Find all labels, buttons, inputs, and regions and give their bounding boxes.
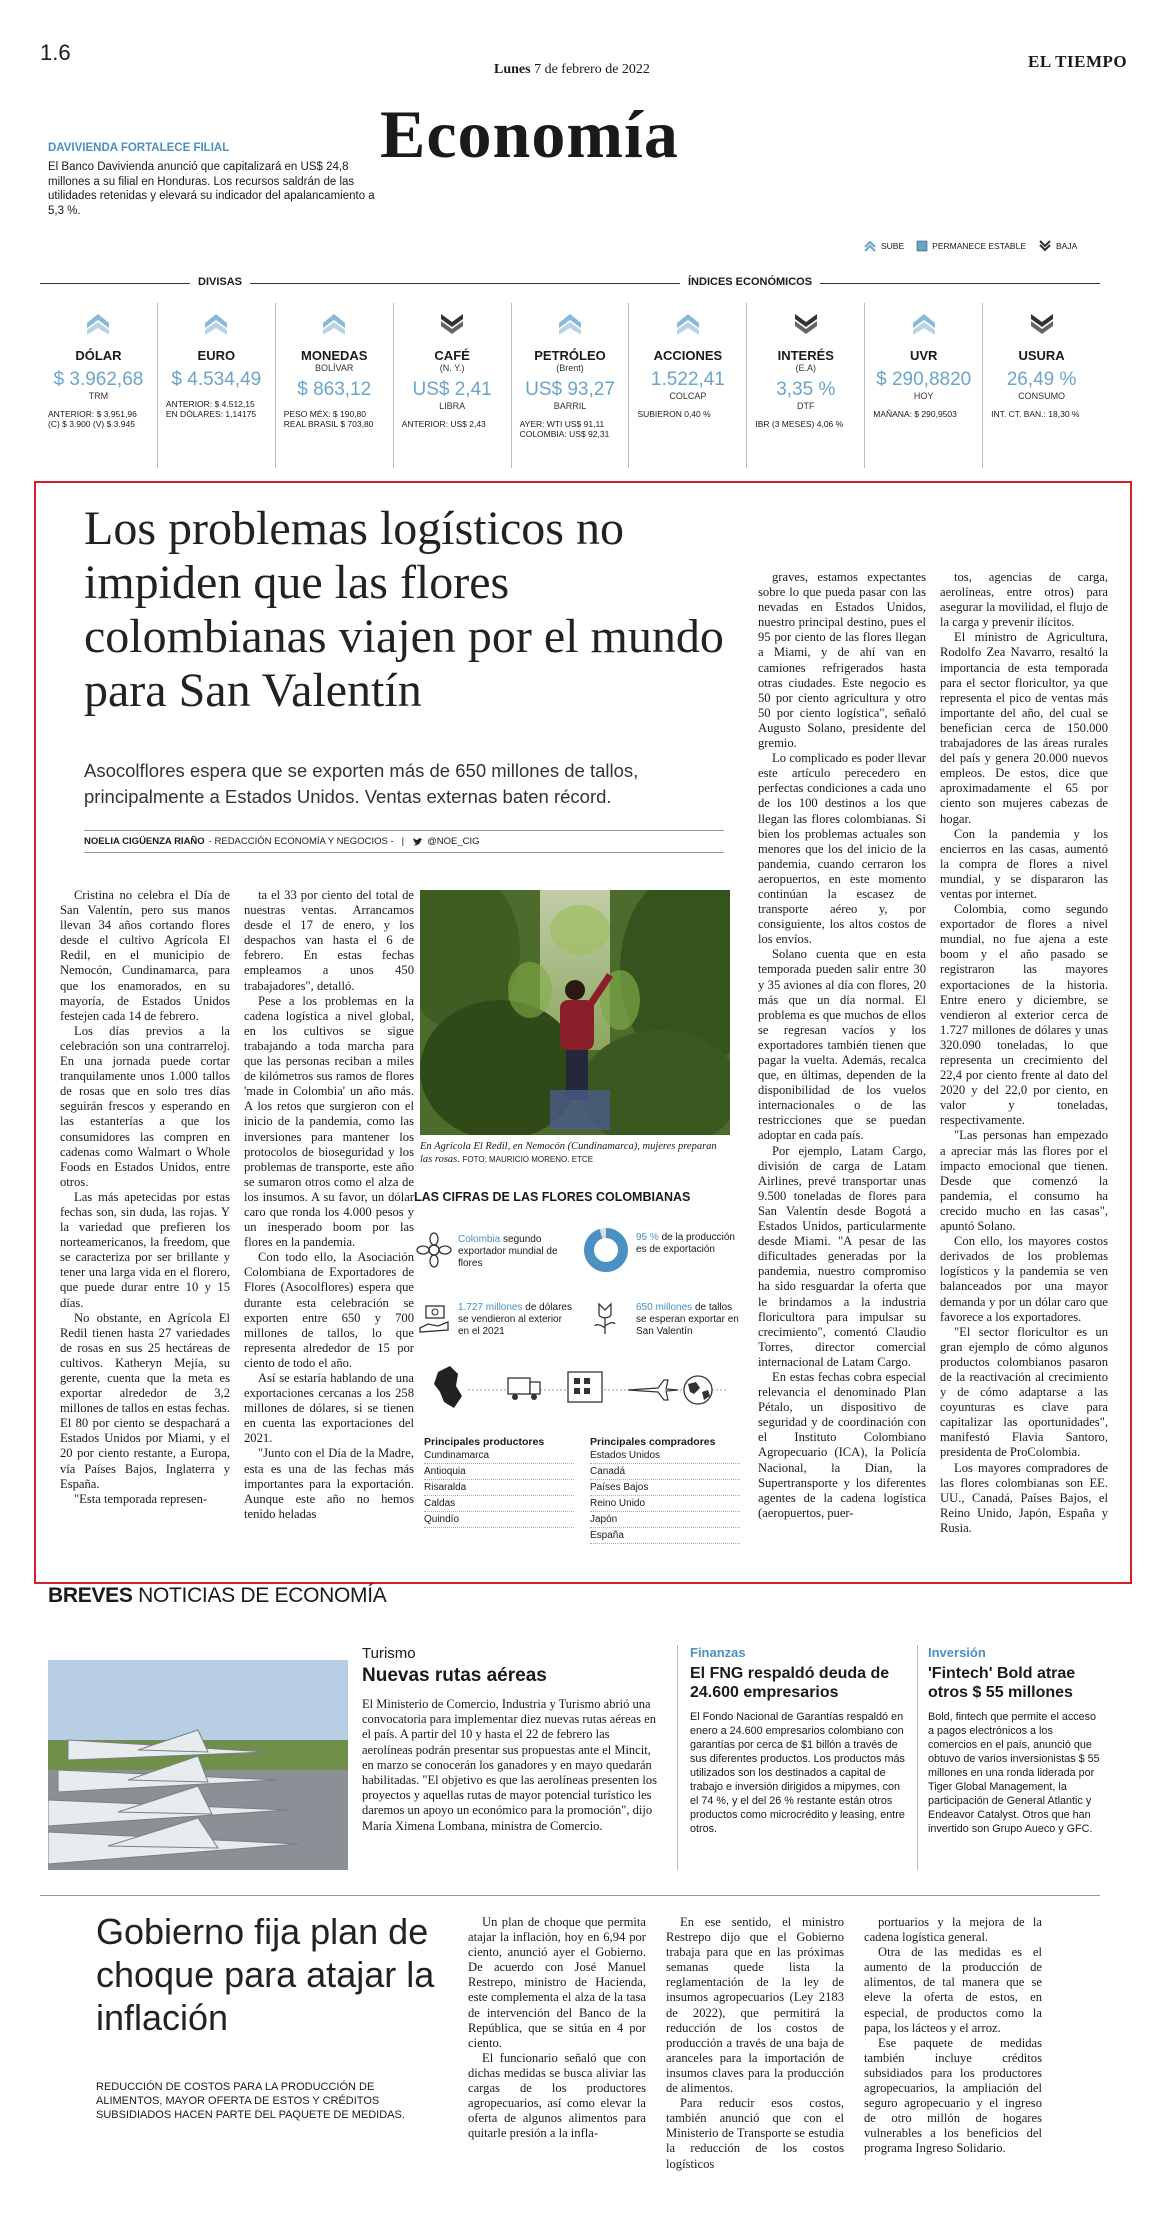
indicator-note-1: ANTERIOR: $ 4.512,15 [165, 399, 255, 409]
legend-baja-label: BAJA [1056, 241, 1078, 251]
factory-icon [568, 1372, 602, 1402]
main-column-2 [244, 888, 414, 1522]
indicator-café [394, 303, 512, 468]
finanzas-kicker: Finanzas [690, 1645, 746, 1660]
indices-header: ÍNDICES ECONÓMICOS [680, 276, 820, 288]
trend-up-icon [557, 311, 583, 335]
indicator-name: CAFÉ [434, 348, 470, 363]
indicator-note-1: INT. CT. BAN.: 18,30 % [991, 409, 1080, 419]
paragraph: El ministro de Agricultura, Rodolfo Zea Navarro, resaltó la importancia de esta temporada para el sector floricultor, ya que representa el pico de ventas más importante del año, del cual se benefician cerca de 150.000 trabajadores de las áreas rurales del país y genera 20.000 nuevos empleos. De estos, dice que aproximadamente el 65 por ciento son mujeres cabezas de hogar. [940, 630, 1108, 826]
paragraph: Lo complicado es poder llevar este artículo perecedero en perfectas condiciones a cada uno de los 100 destinos a los que llegan las flores colombianas. Si bien los problemas actuales son menores que los del inicio de la pandemia, cuando cerraron los aeropuertos, en este momento continúan la escasez de transporte aéreo y, por consiguiente, los altos costos de los envíos. [758, 751, 926, 947]
photo-credit: FOTO: MAURICIO MORENO. ETCE [462, 1155, 594, 1164]
indicator-unit: HOY [913, 391, 934, 401]
list-item: Cundinamarca [424, 1448, 574, 1464]
list-item: Países Bajos [590, 1480, 740, 1496]
paragraph: Pese a los problemas en la cadena logística a nivel global, en los cultivos se sigue trabajando a toda marcha para que las personas reciban a miles de kilómetros sus ramos de flores 'made in Colombia' un año más. A los retos que surgieron con el inicio de la pandemia, como las inversiones para mantener los protocolos de bioseguridad y los problemas de transporte, este año se sumaron otros como el alza de los insumos. A su favor, un dólar caro que ronda los 4.000 pesos y un inesperado boom por las flores en la pandemia. [244, 993, 414, 1250]
stat3-text: de dólares se vendieron al exterior en el 2021 [458, 1302, 572, 1337]
indicator-sub: (Brent) [556, 363, 584, 373]
date-day: Lunes [494, 62, 531, 77]
finanzas-body: El Fondo Nacional de Garantías respaldó en enero a 24.600 empresarios colombiano con garantías por cerca de $1 billón a través de sus diferentes productos. Los productos más utilizados son los destinados a capital de trabajo e inversión dirigidos a mipymes, con el 74 %, y el del 26 % restante están otros productos como microcrédito y leasing, entre otros. [690, 1711, 905, 1835]
trend-legend [863, 240, 1077, 252]
paragraph: El funcionario señaló que con dichas medidas se busca aliviar las cargas de los productores agropecuarios, así como elevar la oferta de algunos alimentos para quitarle presión a la infla- [468, 2050, 646, 2141]
inversion-body: Bold, fintech que permite el acceso a pagos electrónicos a los comercios en el país, anunció que obtuvo de varios inversionistas $ 55 millones en una ronda liderada por Tiger Global Management, la participación de General Atlantic y Endeavor Catalyst. Otros que han invertido son Grupo Aueco y GFC. [928, 1711, 1100, 1835]
indicator-note-1: IBR (3 MESES) 4,06 % [755, 419, 844, 429]
list-item: Japón [590, 1512, 740, 1528]
twitter-bird-icon [412, 837, 423, 847]
main-column-1 [60, 888, 230, 1507]
indicator-value: 1.522,41 [650, 369, 725, 390]
buyers-title: Principales compradores [590, 1436, 716, 1448]
indicator-note-2: EN DÓLARES: 1,14175 [165, 409, 257, 419]
indicator-unit: DTF [797, 401, 815, 411]
indicator-note-1: PESO MÉX: $ 190,80 [283, 409, 366, 419]
indicator-name: ACCIONES [653, 348, 723, 363]
buyers-items [590, 1448, 740, 1544]
legend-sube-label: SUBE [881, 241, 905, 251]
indicator-note-2: REAL BRASIL $ 703,80 [283, 419, 374, 429]
trend-down-icon [793, 311, 819, 335]
up-arrow-icon [863, 240, 877, 252]
indicator-interés [747, 303, 865, 468]
trend-up-icon [85, 311, 111, 335]
legend-estable [916, 240, 1026, 252]
page-number: 1.6 [40, 40, 71, 65]
supply-chain-icons [428, 1362, 728, 1418]
main-column-5 [940, 570, 1108, 1536]
paragraph: Con todo ello, la Asociación Colombiana de Exportadores de Flores (Asocolflores) espera que durante esta celebración se exporten entre 650 y 700 millones de tallos, lo que representa alrededor de 15 por ciento de todo el año. [244, 1250, 414, 1370]
indicator-note [747, 419, 864, 429]
donut-95-icon [582, 1226, 630, 1274]
indicator-note [983, 409, 1100, 419]
inflation-summary: REDUCCIÓN DE COSTOS PARA LA PRODUCCIÓN DE ALIMENTOS, MAYOR OFERTA DE ESTOS Y CRÉDITOS SUBSIDIADOS HACEN PARTE DEL PAQUETE DE MEDIDAS. [96, 2081, 405, 2121]
stat1-strong: Colombia [458, 1234, 501, 1245]
breves-strong: BREVES [48, 1584, 133, 1607]
indicator-note-1: ANTERIOR: $ 3.951,96 [48, 409, 137, 419]
indicator-acciones [629, 303, 747, 468]
section-title: Economía [380, 96, 679, 172]
indicator-note [40, 409, 157, 429]
airplanes-photo [48, 1660, 348, 1870]
inflation-column-2 [666, 1915, 844, 2172]
indicator-note-1: AYER: WTI US$ 91,11 [519, 419, 605, 429]
indicator-note [512, 419, 629, 439]
paragraph: Con ello, los mayores costos derivados de los problemas logísticos y la pandemia se ven balanceados por una mayor demanda y por un dólar caro que favorece a los exportadores. [940, 1234, 1108, 1324]
trend-up-icon [911, 311, 937, 335]
indicator-name: INTERÉS [777, 348, 834, 363]
paragraph: ta el 33 por ciento del total de nuestras ventas. Arrancamos desde el 17 de enero, y los despachos van hasta el 6 de febrero. En estas fechas empleamos a unos 450 trabajadores", detalló. [244, 888, 414, 993]
inflation-rule [40, 1895, 1100, 1896]
byline-desk: - REDACCIÓN ECONOMÍA Y NEGOCIOS - [208, 836, 394, 847]
legend-estable-label: PERMANECE ESTABLE [932, 241, 1026, 251]
stat2-strong: 95 % [636, 1232, 659, 1243]
paragraph: "Esta temporada represen- [74, 1491, 208, 1506]
indicator-value: 26,49 % [1006, 369, 1077, 390]
page-date [494, 62, 650, 78]
main-deck: Asocolflores espera que se exporten más de 650 millones de tallos, principalmente a Estados Unidos. Ventas externas baten récord. [84, 760, 639, 807]
list-item: Risaralda [424, 1480, 574, 1496]
trend-up-icon [321, 311, 347, 335]
date-rest: 7 de febrero de 2022 [534, 62, 650, 77]
indicator-name: MONEDAS [301, 348, 368, 363]
indicator-value: US$ 93,27 [525, 379, 615, 400]
stat4-text: de tallos se esperan exportar en San Valentín [636, 1302, 739, 1337]
turismo-kicker: Turismo [362, 1645, 416, 1662]
inflation-headline: Gobierno fija plan de choque para atajar la inflación [96, 1911, 435, 2038]
indicator-sub: (N. Y.) [439, 363, 465, 373]
colombia-map-icon [434, 1366, 462, 1408]
indicator-note [394, 419, 511, 429]
indicator-unit: CONSUMO [1018, 391, 1066, 401]
flowers-infographic [414, 1190, 744, 1580]
stat1-text: segundo exportador mundial de flores [458, 1234, 558, 1269]
stat2-text: de la producción es de exportación [636, 1232, 735, 1255]
indicator-dólar [40, 303, 158, 468]
indicators-row [40, 303, 1100, 468]
money-hand-icon [418, 1302, 452, 1336]
indicator-note [865, 409, 982, 419]
legend-sube [863, 240, 904, 252]
paragraph: Ese paquete de medidas también incluye créditos subsidiados para los productores agropecuarios, la ampliación del seguro agropecuario y el ingreso de otro millón de hogares vulnerables a los beneficios del programa Ingreso Solidario. [864, 2035, 1042, 2156]
paragraph: Un plan de choque que permita atajar la inflación, hoy en 6,94 por ciento, anunció ayer el Gobierno. De acuerdo con José Manuel Restrepo, ministro de Hacienda, este complementa el alza de la tasa de intervención del Banco de la República, que se sitúa en 4 por ciento. [468, 1915, 646, 2050]
trend-down-icon [439, 311, 465, 335]
paragraph: Con la pandemia y los encierros en las casas, aumentó la compra de flores a nivel mundial, y se dispararon las ventas por internet. [940, 826, 1108, 901]
indicator-value: 3,35 % [776, 379, 836, 400]
indicator-note [158, 399, 275, 419]
byline-author: NOELIA CIGÜENZA RIAÑO [84, 836, 205, 847]
paragraph: portuarios y la mejora de la cadena logística general. [864, 1915, 1042, 1945]
paragraph: tos, agencias de carga, aerolíneas, entre otros) para asegurar la movilidad, el flujo de la carga y prevenir ilícitos. [940, 570, 1108, 630]
indicator-note-1: ANTERIOR: US$ 2,43 [401, 419, 486, 429]
paragraph: Por ejemplo, Latam Cargo, división de carga de Latam Airlines, prevé transportar unas 9.500 toneladas de flores para San Valentín desde Bogotá a Estados Unidos, particularmente desde Miami. "A pesar de las dificultades generadas por la pandemia, nuestro compromiso ha sido resguardar la oferta que le brindamos a la industria floricultora para impulsar su crecimiento", comentó Claudio Torres, director comercial internacional de Latam Cargo. [758, 1143, 926, 1369]
stat4-strong: 650 millones [636, 1302, 693, 1313]
list-item: Canadá [590, 1464, 740, 1480]
main-column-4 [758, 570, 926, 1521]
indicator-note-1: MAÑANA: $ 290,9503 [873, 409, 957, 419]
globe-icon [684, 1376, 712, 1404]
paragraph: "Las personas han empezado a apreciar más las flores por el impacto emocional que tienen. Desde que comenzó la pandemia, el consumo ha crecido mucho en las casas", apuntó Solano. [940, 1128, 1108, 1234]
indicator-note-2: COLOMBIA: US$ 92,31 [519, 429, 610, 439]
byline-rule-bottom [84, 852, 724, 853]
breve-finanzas [690, 1645, 910, 1836]
list-item: Estados Unidos [590, 1448, 740, 1464]
square-stable-icon [916, 240, 928, 252]
airplanes-image [48, 1660, 348, 1870]
davivienda-brief [48, 142, 378, 218]
stat-colombia [458, 1234, 568, 1270]
trend-up-icon [203, 311, 229, 335]
indicator-uvr [865, 303, 983, 468]
byline-rule-top [84, 830, 724, 831]
breves-divider-1 [677, 1645, 678, 1870]
indicator-name: UVR [909, 348, 938, 363]
indicator-petróleo [512, 303, 630, 468]
indicator-unit: BARRIL [553, 401, 587, 411]
byline-handle: @NOE_CIG [427, 836, 480, 847]
inversion-kicker: Inversión [928, 1645, 986, 1660]
list-item: Quindío [424, 1512, 574, 1528]
davivienda-body: El Banco Davivienda anunció que capitalizará en US$ 24,8 millones a su filial en Honduras. Los recursos saldrán de las utilidades retenidas y elevará su indicador del apalancamiento a 5,3 %. [48, 161, 375, 217]
paragraph: Cristina no celebra el Día de San Valentín, pero sus manos llevan 34 años cortando flores desde el cultivo Agrícola El Redil, en el municipio de Nemocón, Cundinamarca, para que los enamorados, en su mayoría, de Estados Unidos festejen cada 14 de febrero. [60, 888, 230, 1023]
paragraph: graves, estamos expectantes sobre lo que pueda pasar con las nevadas en Estados Unidos, nuestro principal destino, pues el 95 por ciento de las flores llegan a Miami, y de ahí van en camiones refrigerados hasta otras ciudades. Este negocio es 50 por ciento agricultura y otro 50 por ciento logística", señaló Augusto Solano, presidente del gremio. [758, 570, 926, 751]
paragraph: En ese sentido, el ministro Restrepo dijo que el Gobierno trabaja para que en las próximas semanas quede lista la reglamentación de la ley de insumos agropecuarios (Ley 2183 de 2022), que permitirá la reducción de los costos de producción a través de una baja de aranceles para la importación de insumos claves para la producción de alimentos. [666, 1915, 844, 2096]
inflation-column-3 [864, 1915, 1042, 2157]
breve-inversion [928, 1645, 1100, 1836]
paragraph: "El sector floricultor es un gran ejemplo de cómo algunos productos colombianos pasaron de la reactivación al crecimiento y de cómo adaptarse a las coyunturas es clave para capitalizar las oportunidades", manifestó Flavia Santoro, presidenta de ProColombia. [940, 1324, 1108, 1460]
paragraph: No obstante, en Agrícola El Redil tienen hasta 27 variedades de rosas en sus 25 hectáreas de cultivos. Katheryn Mejía, su gerente, cuenta que la meta es exportar alrededor de 3,2 millones de tallos en estas fechas. El 80 por ciento se despachará a Estados Unidos por Miami, y el 20 por ciento restante, a Europa, vía Países Bajos, Inglaterra y España. [60, 1310, 230, 1491]
indicator-note-2: (C) $ 3.900 (V) $ 3.945 [48, 419, 135, 429]
rose-greenhouse-image [420, 890, 730, 1135]
paragraph: Los mayores compradores de las flores colombianas son EE. UU., Canadá, Países Bajos, el Reino Unido, Japón, España y Rusia. [940, 1460, 1108, 1535]
newspaper-logo: EL TIEMPO [1028, 52, 1128, 71]
list-item: España [590, 1528, 740, 1544]
indicator-name: USURA [1018, 348, 1065, 363]
indicator-note [629, 409, 746, 419]
byline: NOELIA CIGÜENZA RIAÑO - REDACCIÓN ECONOMÍA Y NEGOCIOS - | @NOE_CIG [84, 836, 480, 847]
indicator-unit: TRM [88, 391, 109, 401]
indicator-value: $ 290,8820 [876, 369, 972, 390]
stat-95 [636, 1232, 736, 1256]
truck-icon [508, 1378, 540, 1400]
paragraph: Otra de las medidas es el aumento de la producción de alimentos, de tal manera que se eleve la oferta de estos, en especial, de productos como la papa, los lácteos y el arroz. [864, 1945, 1042, 2035]
indicator-value: $ 863,12 [297, 379, 372, 400]
main-headline: Los problemas logísticos no impiden que las flores colombianas viajen por el mundo para San Valentín [84, 502, 724, 717]
indicator-name: PETRÓLEO [534, 348, 606, 363]
indicator-value: US$ 2,41 [412, 379, 492, 400]
breve-turismo [362, 1645, 662, 1834]
finanzas-title: El FNG respaldó deuda de 24.600 empresarios [690, 1665, 890, 1701]
turismo-title: Nuevas rutas aéreas [362, 1665, 547, 1686]
breves-divider-2 [917, 1645, 918, 1870]
trend-up-icon [675, 311, 701, 335]
davivienda-title: DAVIVIENDA FORTALECE FILIAL [48, 142, 230, 154]
divisas-header: DIVISAS [190, 276, 250, 288]
stat-1727 [458, 1302, 573, 1338]
inversion-title: 'Fintech' Bold atrae otros $ 55 millones [928, 1665, 1076, 1701]
producers-list [424, 1436, 574, 1528]
down-arrow-icon [1038, 240, 1052, 252]
list-item: Reino Unido [590, 1496, 740, 1512]
paragraph: En estas fechas cobra especial relevancia el denominado Plan Pétalo, un dispositivo de seguridad y de coordinación con el Instituto Colombiano Agropecuario (ICA), la Policía Nacional, la Dian, la Supertransporte y los diferentes agentes de la cadena logística (aeropuertos, puer- [758, 1369, 926, 1520]
indicator-note-1: SUBIERON 0,40 % [637, 409, 711, 419]
breves-light: NOTICIAS DE ECONOMÍA [138, 1584, 387, 1607]
indicator-unit: COLCAP [669, 391, 707, 401]
trend-down-icon [1029, 311, 1055, 335]
producers-items [424, 1448, 574, 1528]
indicator-name: EURO [197, 348, 236, 363]
paragraph: Para reducir esos costos, también anunció que con el Ministerio de Transporte se estudia la reducción de los costos logísticos [666, 2096, 844, 2171]
stat-650 [636, 1302, 741, 1338]
indicator-usura [983, 303, 1100, 468]
buyers-list [590, 1436, 740, 1544]
legend-baja [1038, 240, 1077, 252]
paragraph: Solano cuenta que en esta temporada pueden salir entre 30 y 35 aviones al día con flores, 20 más que un día normal. El problema es que muchos de ellos se regresan vacíos y los exportadores también tienen que pagar la vuelta. Además, recalca que, en últimas, dependen de la disponibilidad de los vuelos internacionales o de las restricciones que se puedan adoptar en cada país. [758, 947, 926, 1143]
inflation-column-1 [468, 1915, 646, 2141]
indicator-sub: (E.A) [795, 363, 817, 373]
paragraph: Las más apetecidas por estas fechas son, sin duda, las rojas. Y la variedad que prefieren los norteamericanos, la freedom, que se caracteriza por ser brillante y tener una larga vida en el florero, que puede durar entre 10 y 15 días. [60, 1189, 230, 1310]
paragraph: Colombia, como segundo exportador de flores a nivel mundial, no fue ajena a este boom y el año pasado se registraron las mayores exportaciones de la historia. Entre enero y diciembre, se vendieron al exterior cerca de 1.727 millones de dólares y unas 320.090 toneladas, lo que representa un crecimiento del 22,4 por ciento frente al dato del 2020 y del 22,0 por ciento, en valor y toneladas, respectivamente. [940, 902, 1108, 1128]
indicator-monedas [276, 303, 394, 468]
indicator-sub: BOLÍVAR [315, 363, 354, 373]
paragraph: Así se estaría hablando de una exportaciones cercanas a los 258 millones de dólares, si se tienen en cuenta las exportaciones del 2021. [244, 1371, 414, 1446]
tulip-icon [590, 1300, 620, 1336]
airplane-icon [628, 1380, 678, 1400]
paragraph: Los días previos a la celebración son una contrarreloj. En una jornada puede cortar tranquilamente unos 1.000 tallos de rosas que en solo tres días seguirán frescos y esperando en las estanterías a que los consumidores las compren en cadenas como Walmart o Whole Foods en Estados Unidos, entre otros. [60, 1023, 230, 1189]
infographic-title: LAS CIFRAS DE LAS FLORES COLOMBIANAS [414, 1190, 691, 1204]
indicator-unit: LIBRA [439, 401, 466, 411]
turismo-body: El Ministerio de Comercio, Industria y Turismo abrió una convocatoria para implementar diez nuevas rutas aéreas en el país. A partir del 10 y hasta el 22 de febrero las aerolíneas podrán presentar sus propuestas ante el Mincit, en marzo se conocerán los ganadores y en mayo quedarán habilitadas. "El objetivo es que las aerolíneas presenten los proyectos y aquellas rutas de mayor potencial turístico les daremos un apoyo un económico para la promoción", dijo María Ximena Lombana, ministra de Comercio. [362, 1697, 657, 1833]
flowers-photo [420, 890, 730, 1135]
indicator-name: DÓLAR [75, 348, 122, 363]
indicator-value: $ 3.962,68 [53, 369, 144, 390]
flower-icon [416, 1232, 452, 1268]
list-item: Antioquia [424, 1464, 574, 1480]
breves-header [48, 1584, 386, 1608]
photo-caption-text: En Agrícola El Redil, en Nemocón (Cundinamarca), mujeres preparan las rosas. [420, 1141, 717, 1165]
paragraph: "Junto con el Día de la Madre, esta es una de las fechas más importantes para la exportación. Aunque este año no hemos tenido heladas [244, 1446, 414, 1521]
photo-caption [420, 1140, 730, 1166]
producers-title: Principales productores [424, 1436, 545, 1448]
stat3-strong: 1.727 millones [458, 1302, 523, 1313]
indicator-euro [158, 303, 276, 468]
indicator-note [276, 409, 393, 429]
indicator-value: $ 4.534,49 [171, 369, 262, 390]
list-item: Caldas [424, 1496, 574, 1512]
